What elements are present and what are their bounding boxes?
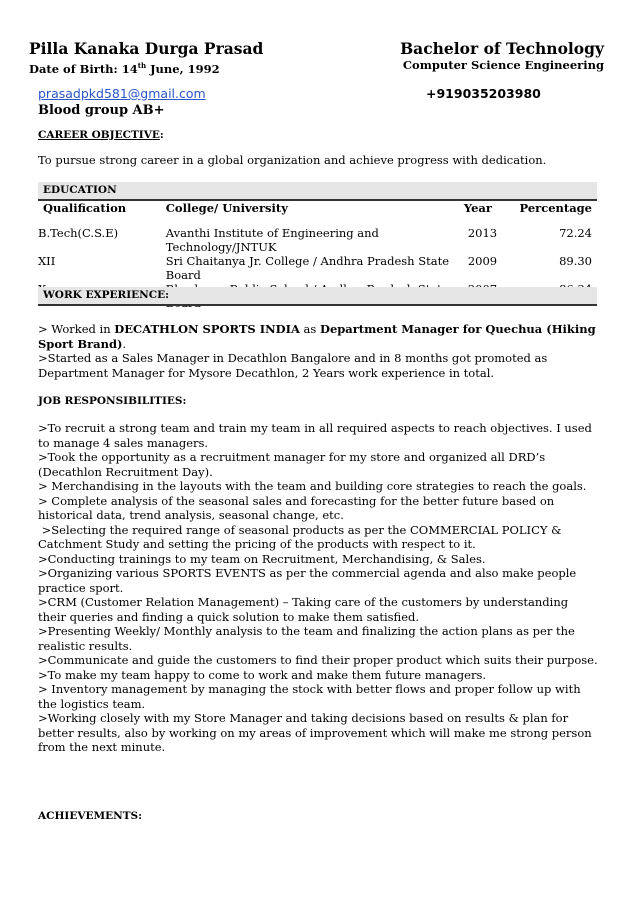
list-item: >CRM (Customer Relation Management) – Taking care of the customers by understanding their queries and finding a quick solution to make them satisfied. <box>38 595 569 624</box>
work-experience-section-header <box>38 287 597 306</box>
college-cell: Avanthi Institute of Engineering and Technology/JNTUK <box>165 226 379 254</box>
list-item: > Complete analysis of the seasonal sales and forecasting for the better future based on historical data, trend analysis, seasonal change, etc. <box>38 493 555 522</box>
qualification-cell: B.Tech(C.S.E) <box>38 226 119 240</box>
percentage-cell: 72.24 <box>559 226 592 240</box>
career-objective-heading <box>38 129 164 141</box>
table-row <box>38 254 597 282</box>
achievements-heading: ACHIEVEMENTS: <box>38 810 142 822</box>
work-text: as <box>299 322 320 336</box>
career-objective-text: To pursue strong career in a global organization and achieve progress with dedication. <box>38 153 547 167</box>
work-text: . <box>122 336 127 351</box>
career-heading-text: CAREER OBJECTIVE <box>38 129 160 141</box>
list-item: > Merchandising in the layouts with the team and building core strategies to reach the goals. <box>38 479 587 493</box>
degree-title: Bachelor of Technology <box>400 39 604 58</box>
year-cell: 2009 <box>467 254 498 268</box>
list-item: >Organizing various SPORTS EVENTS as per the commercial agenda and also make people practice sport. <box>38 566 577 595</box>
dob-ordinal: th <box>137 61 147 70</box>
qualification-cell: XII <box>38 254 56 268</box>
blood-group: Blood group AB+ <box>38 103 165 118</box>
column-header: College/ University <box>165 201 288 215</box>
job-responsibilities-heading: JOB RESPONSIBILITIES: <box>38 395 187 407</box>
date-of-birth <box>29 61 220 76</box>
list-item: >Presenting Weekly/ Monthly analysis to the team and finalizing the action plans as per the realistic results. <box>38 624 575 653</box>
table-row <box>38 226 597 254</box>
work-experience-heading: WORK EXPERIENCE: <box>43 289 169 301</box>
dob-prefix: Date of Birth: 14 <box>29 61 138 76</box>
list-item: >To make my team happy to come to work and make them future managers. <box>38 667 487 682</box>
list-item: >Communicate and guide the customers to find their proper product which suits their purpose. <box>38 653 598 667</box>
column-header: Year <box>463 201 492 215</box>
year-cell: 2013 <box>467 226 498 240</box>
education-section-header <box>38 182 597 201</box>
percentage-cell: 89.30 <box>559 254 592 268</box>
candidate-name: Pilla Kanaka Durga Prasad <box>29 39 264 58</box>
list-item: >Selecting the required range of seasonal products as per the COMMERCIAL POLICY & Catchment Study and setting the pricing of the products with respect to it. <box>38 522 566 551</box>
work-experience-text <box>38 322 598 380</box>
degree-branch: Computer Science Engineering <box>402 58 604 72</box>
education-heading: EDUCATION <box>43 184 117 196</box>
phone-number: +919035203980 <box>426 86 541 101</box>
work-experience-line: >Started as a Sales Manager in Decathlon Bangalore and in 8 months got promoted as Department Manager for Mysore Decathlon, 2 Years work experience in total. <box>38 351 548 380</box>
list-item: >Took the opportunity as a recruitment manager for my store and organized all DRD’s (Decathlon Recruitment Day). <box>38 450 546 479</box>
dob-suffix: June, 1992 <box>146 61 220 76</box>
job-role: Department Manager for Quechua (Hiking Sport Brand) <box>38 322 596 351</box>
column-header: Qualification <box>43 201 127 215</box>
career-heading-colon: : <box>159 129 164 141</box>
list-item: > Inventory management by managing the stock with better flows and proper follow up with the logistics team. <box>38 682 581 711</box>
list-item: >Conducting trainings to my team on Recruitment, Merchandising, & Sales. <box>38 551 486 566</box>
work-experience-line <box>38 322 598 351</box>
list-item: >Working closely with my Store Manager and taking decisions based on results & plan for better results, also by working on my areas of improvement which will make me strong person from the next minute. <box>38 711 592 754</box>
list-item: >To recruit a strong team and train my team in all required aspects to reach objectives. I used to manage 4 sales managers. <box>38 421 592 450</box>
company-name: DECATHLON SPORTS INDIA <box>114 322 300 336</box>
job-responsibilities-list <box>38 421 598 755</box>
work-text: > Worked in <box>38 322 115 336</box>
column-header: Percentage <box>519 201 592 215</box>
college-cell: Sri Chaitanya Jr. College / Andhra Pradesh State Board <box>165 254 450 282</box>
education-header-row <box>38 200 597 226</box>
email-link[interactable]: prasadpkd581@gmail.com <box>38 86 206 101</box>
